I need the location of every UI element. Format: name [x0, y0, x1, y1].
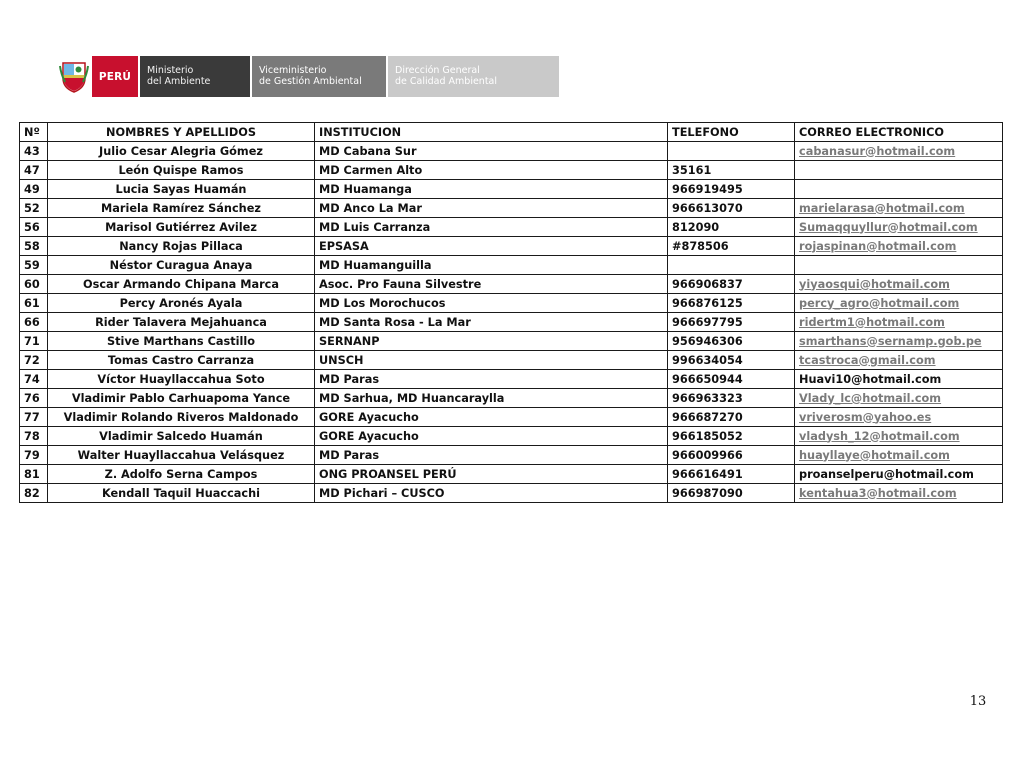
cell-phone: 966616491	[668, 465, 795, 484]
table-row	[20, 313, 1003, 332]
cell-num: 58	[20, 237, 48, 256]
cell-num: 56	[20, 218, 48, 237]
cell-phone: 966697795	[668, 313, 795, 332]
cell-institution: MD Cabana Sur	[315, 142, 668, 161]
table-row	[20, 408, 1003, 427]
table-row	[20, 294, 1003, 313]
table-row	[20, 256, 1003, 275]
cell-name: Julio Cesar Alegria Gómez	[48, 142, 315, 161]
vice-ministry-name	[252, 56, 386, 97]
cell-institution: MD Huamanguilla	[315, 256, 668, 275]
cell-phone: 966613070	[668, 199, 795, 218]
email-link[interactable]: cabanasur@hotmail.com	[795, 142, 1003, 161]
cell-institution: MD Pichari – CUSCO	[315, 484, 668, 503]
cell-phone: 966987090	[668, 484, 795, 503]
email-link[interactable]: rojaspinan@hotmail.com	[795, 237, 1003, 256]
header-institution: INSTITUCION	[315, 123, 668, 142]
cell-name: Stive Marthans Castillo	[48, 332, 315, 351]
cell-institution: MD Sarhua, MD Huancaraylla	[315, 389, 668, 408]
cell-institution: Asoc. Pro Fauna Silvestre	[315, 275, 668, 294]
cell-name: Marisol Gutiérrez Avilez	[48, 218, 315, 237]
cell-institution: MD Paras	[315, 446, 668, 465]
table-row	[20, 142, 1003, 161]
cell-phone: #878506	[668, 237, 795, 256]
table-row	[20, 389, 1003, 408]
cell-name: Lucia Sayas Huamán	[48, 180, 315, 199]
cell-num: 76	[20, 389, 48, 408]
table-row	[20, 370, 1003, 389]
email-link[interactable]: kentahua3@hotmail.com	[795, 484, 1003, 503]
cell-num: 74	[20, 370, 48, 389]
cell-phone: 966906837	[668, 275, 795, 294]
header-name: NOMBRES Y APELLIDOS	[48, 123, 315, 142]
email-link[interactable]: tcastroca@gmail.com	[795, 351, 1003, 370]
cell-num: 43	[20, 142, 48, 161]
cell-name: Víctor Huayllaccahua Soto	[48, 370, 315, 389]
table-row	[20, 427, 1003, 446]
cell-email	[795, 161, 1003, 180]
table-row	[20, 161, 1003, 180]
cell-name: Vladimir Rolando Riveros Maldonado	[48, 408, 315, 427]
table-header-row	[20, 123, 1003, 142]
cell-institution: MD Santa Rosa - La Mar	[315, 313, 668, 332]
table-row	[20, 446, 1003, 465]
table-row	[20, 218, 1003, 237]
table-row	[20, 465, 1003, 484]
ministry-banner	[56, 56, 585, 97]
table-row	[20, 332, 1003, 351]
ministry-line-1: Ministerio	[147, 65, 194, 76]
table-row	[20, 237, 1003, 256]
cell-email	[795, 256, 1003, 275]
cell-num: 78	[20, 427, 48, 446]
cell-institution: GORE Ayacucho	[315, 408, 668, 427]
cell-num: 81	[20, 465, 48, 484]
cell-num: 82	[20, 484, 48, 503]
table-body	[20, 142, 1003, 503]
cell-name: Mariela Ramírez Sánchez	[48, 199, 315, 218]
cell-institution: MD Luis Carranza	[315, 218, 668, 237]
cell-institution: MD Huamanga	[315, 180, 668, 199]
header-email: CORREO ELECTRONICO	[795, 123, 1003, 142]
cell-num: 59	[20, 256, 48, 275]
cell-name: Tomas Castro Carranza	[48, 351, 315, 370]
cell-phone: 966687270	[668, 408, 795, 427]
cell-email	[795, 180, 1003, 199]
peru-label: PERÚ	[92, 56, 138, 97]
cell-num: 61	[20, 294, 48, 313]
cell-num: 52	[20, 199, 48, 218]
cell-name: Néstor Curagua Anaya	[48, 256, 315, 275]
directorate-line-1: Dirección General	[395, 65, 480, 76]
cell-name: Z. Adolfo Serna Campos	[48, 465, 315, 484]
cell-institution: MD Anco La Mar	[315, 199, 668, 218]
cell-num: 79	[20, 446, 48, 465]
directorate-name	[388, 56, 559, 97]
cell-institution: SERNANP	[315, 332, 668, 351]
cell-num: 71	[20, 332, 48, 351]
cell-institution: ONG PROANSEL PERÚ	[315, 465, 668, 484]
cell-name: Walter Huayllaccahua Velásquez	[48, 446, 315, 465]
cell-institution: MD Los Morochucos	[315, 294, 668, 313]
table-row	[20, 275, 1003, 294]
email-link[interactable]: vladysh_12@hotmail.com	[795, 427, 1003, 446]
cell-name: Nancy Rojas Pillaca	[48, 237, 315, 256]
cell-email[interactable]: Huavi10@hotmail.com	[795, 370, 1003, 389]
cell-phone: 812090	[668, 218, 795, 237]
ministry-name	[140, 56, 250, 97]
vice-line-1: Viceministerio	[259, 65, 327, 76]
header-num: Nº	[20, 123, 48, 142]
table-row	[20, 351, 1003, 370]
peru-coat-of-arms-logo	[56, 56, 92, 97]
cell-institution: MD Carmen Alto	[315, 161, 668, 180]
cell-num: 49	[20, 180, 48, 199]
cell-num: 60	[20, 275, 48, 294]
cell-name: Percy Aronés Ayala	[48, 294, 315, 313]
ministry-line-2: del Ambiente	[147, 75, 211, 87]
cell-phone	[668, 256, 795, 275]
header-phone: TELEFONO	[668, 123, 795, 142]
table-row	[20, 484, 1003, 503]
cell-phone: 966009966	[668, 446, 795, 465]
email-link[interactable]: vriverosm@yahoo.es	[795, 408, 1003, 427]
email-link[interactable]: marielarasa@hotmail.com	[795, 199, 1003, 218]
vice-line-2: de Gestión Ambiental	[259, 75, 362, 87]
cell-name: Vladimir Pablo Carhuapoma Yance	[48, 389, 315, 408]
cell-email[interactable]: proanselperu@hotmail.com	[795, 465, 1003, 484]
cell-phone: 966650944	[668, 370, 795, 389]
email-link[interactable]: ridertm1@hotmail.com	[795, 313, 1003, 332]
cell-phone: 966919495	[668, 180, 795, 199]
cell-name: Oscar Armando Chipana Marca	[48, 275, 315, 294]
cell-phone: 966963323	[668, 389, 795, 408]
cell-institution: MD Paras	[315, 370, 668, 389]
cell-phone: 35161	[668, 161, 795, 180]
table-row	[20, 180, 1003, 199]
email-link[interactable]: huayllaye@hotmail.com	[795, 446, 1003, 465]
cell-name: Rider Talavera Mejahuanca	[48, 313, 315, 332]
cell-name: León Quispe Ramos	[48, 161, 315, 180]
cell-phone	[668, 142, 795, 161]
cell-institution: GORE Ayacucho	[315, 427, 668, 446]
email-link[interactable]: percy_agro@hotmail.com	[795, 294, 1003, 313]
cell-phone: 966185052	[668, 427, 795, 446]
cell-name: Kendall Taquil Huaccachi	[48, 484, 315, 503]
cell-num: 47	[20, 161, 48, 180]
email-link[interactable]: Vlady_lc@hotmail.com	[795, 389, 1003, 408]
cell-num: 66	[20, 313, 48, 332]
contacts-table	[19, 122, 1003, 503]
email-link[interactable]: Sumaqquyllur@hotmail.com	[795, 218, 1003, 237]
cell-institution: EPSASA	[315, 237, 668, 256]
page-number: 13	[969, 694, 987, 709]
cell-phone: 956946306	[668, 332, 795, 351]
email-link[interactable]: smarthans@sernamp.gob.pe	[795, 332, 1003, 351]
cell-institution: UNSCH	[315, 351, 668, 370]
cell-num: 72	[20, 351, 48, 370]
cell-phone: 996634054	[668, 351, 795, 370]
cell-num: 77	[20, 408, 48, 427]
table-row	[20, 199, 1003, 218]
directorate-line-2: de Calidad Ambiental	[395, 75, 498, 87]
email-link[interactable]: yiyaosqui@hotmail.com	[795, 275, 1003, 294]
cell-name: Vladimir Salcedo Huamán	[48, 427, 315, 446]
cell-phone: 966876125	[668, 294, 795, 313]
